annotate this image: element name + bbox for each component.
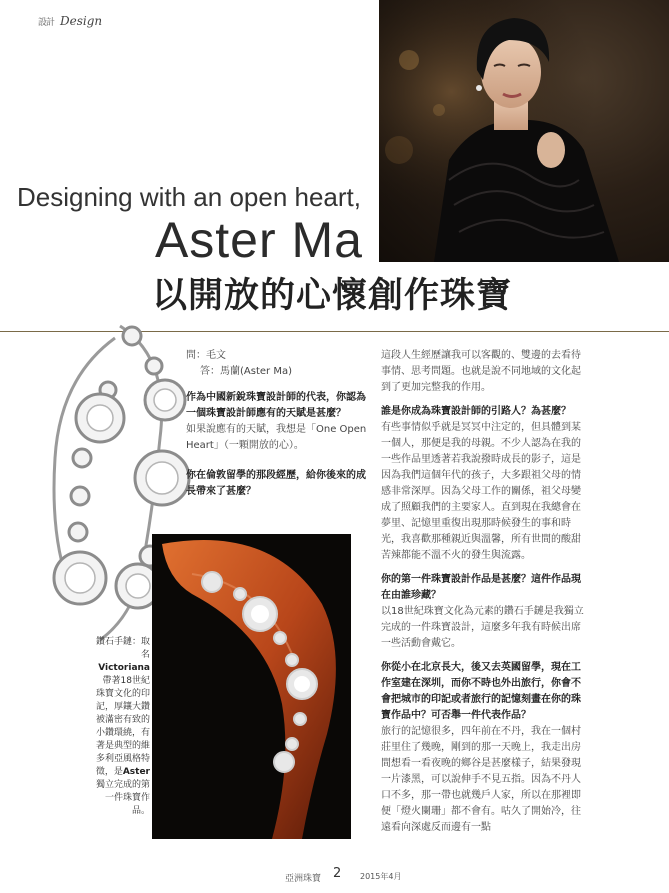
caption-bold-aster: Aster: [122, 767, 150, 777]
footer-publication: 亞洲珠寶: [285, 874, 322, 884]
article-column-2: [381, 348, 587, 836]
subtitle-en: Designing with an open heart,: [16, 182, 361, 212]
question-2: 你在倫敦留學的那段經歷，給你後來的成長帶來了甚麼？: [186, 470, 366, 497]
answer-4: 以18世紀珠寶文化為元素的鑽石手鏈是我獨立完成的一件珠寶設計，這麼多年我有時候出席一些活動會戴它。: [381, 606, 584, 649]
question-5: 你從小在北京長大，後又去英國留學，現在工作室建在深圳，而你不時也外出旅行，你會不會把城市的印記或者旅行的記憶刻畫在你的珠寶作品中？可否舉一件代表作品？: [381, 662, 581, 721]
answer-3: 有些事情似乎就是冥冥中注定的，但具體到某一個人，那便是我的母親。不少人認為在我的一些作品里透著若我說撥時成長的影子，這是因為我們這個年代的孩子，大多跟祖父母的情感非常深厚。因為父母工作的關係，祖父母變成了照顧我們的主要家人。直到現在我總會在夢里、記憶里重復出現那時候發生的事和時光，我喜歡那種親近與溫馨，所有世間的酸甜苦辣都能不溫不火的發生與流露。: [381, 422, 581, 561]
answer-5: 旅行的記憶很多，四年前在不丹，我在一個村莊里住了幾晚，剛到的那一天晚上，我走出房間想看一看夜晚的鄉谷是甚麼樣子，結果發現一片漆黑，可以說伸手不見五指。因為不丹人口不多，那一帶也就幾戶人家，所以在那裡即便「燈火闌珊」都不會有。咕久了開始冷，往遠看向深處反而邊有一點: [381, 726, 581, 833]
lily-illustration: [152, 534, 351, 839]
section-header: [38, 14, 102, 28]
title-name-en: Aster Ma: [154, 212, 363, 268]
answer-1: 如果說應有的天賦，我想是「One Open Heart」（一顆開放的心）。: [186, 424, 367, 451]
caption-text-1: 鑽石手鏈：取名: [95, 637, 150, 660]
section-label-cn: 設計: [38, 18, 55, 28]
lily-bracelet-photo: [152, 534, 351, 839]
interviewer-line: 問：毛文: [186, 350, 226, 361]
answer-2: 這段人生經歷讓我可以客觀的、雙邊的去看待事情、思考問題。也就是說不同地域的文化起到了更加完整我的作用。: [381, 350, 581, 393]
answerer-line: 答：馬蘭(Aster Ma): [200, 366, 292, 377]
article-column-1: [186, 348, 368, 500]
title-cn: 以開放的心懷創作珠寶: [152, 275, 513, 316]
question-3: 誰是你成為珠寶設計師的引路人？為甚麼？: [381, 406, 571, 417]
question-1: 作為中國新銳珠寶設計師的代表，你認為一個珠寶設計師應有的天賦是甚麼？: [186, 392, 366, 419]
caption-text-2: 帶著18世紀珠寶文化的印記，厚鑲大鑽被滿密有致的小鑽環繞，有著是典型的維多利亞風格特徵，是: [95, 676, 150, 777]
caption-bold-name: Victoriana: [98, 663, 150, 673]
caption-text-3: 獨立完成的第一件珠寶作品。: [95, 780, 150, 816]
image-caption: [94, 636, 150, 818]
footer-date: 2015年4月: [360, 872, 402, 881]
question-4: 你的第一件珠寶設計作品是甚麼？這件作品現在由誰珍藏？: [381, 574, 581, 601]
portrait-illustration: [379, 0, 669, 262]
section-label-en: Design: [60, 14, 103, 28]
footer-page-number: 2: [333, 866, 342, 881]
portrait-photo: [379, 0, 669, 262]
